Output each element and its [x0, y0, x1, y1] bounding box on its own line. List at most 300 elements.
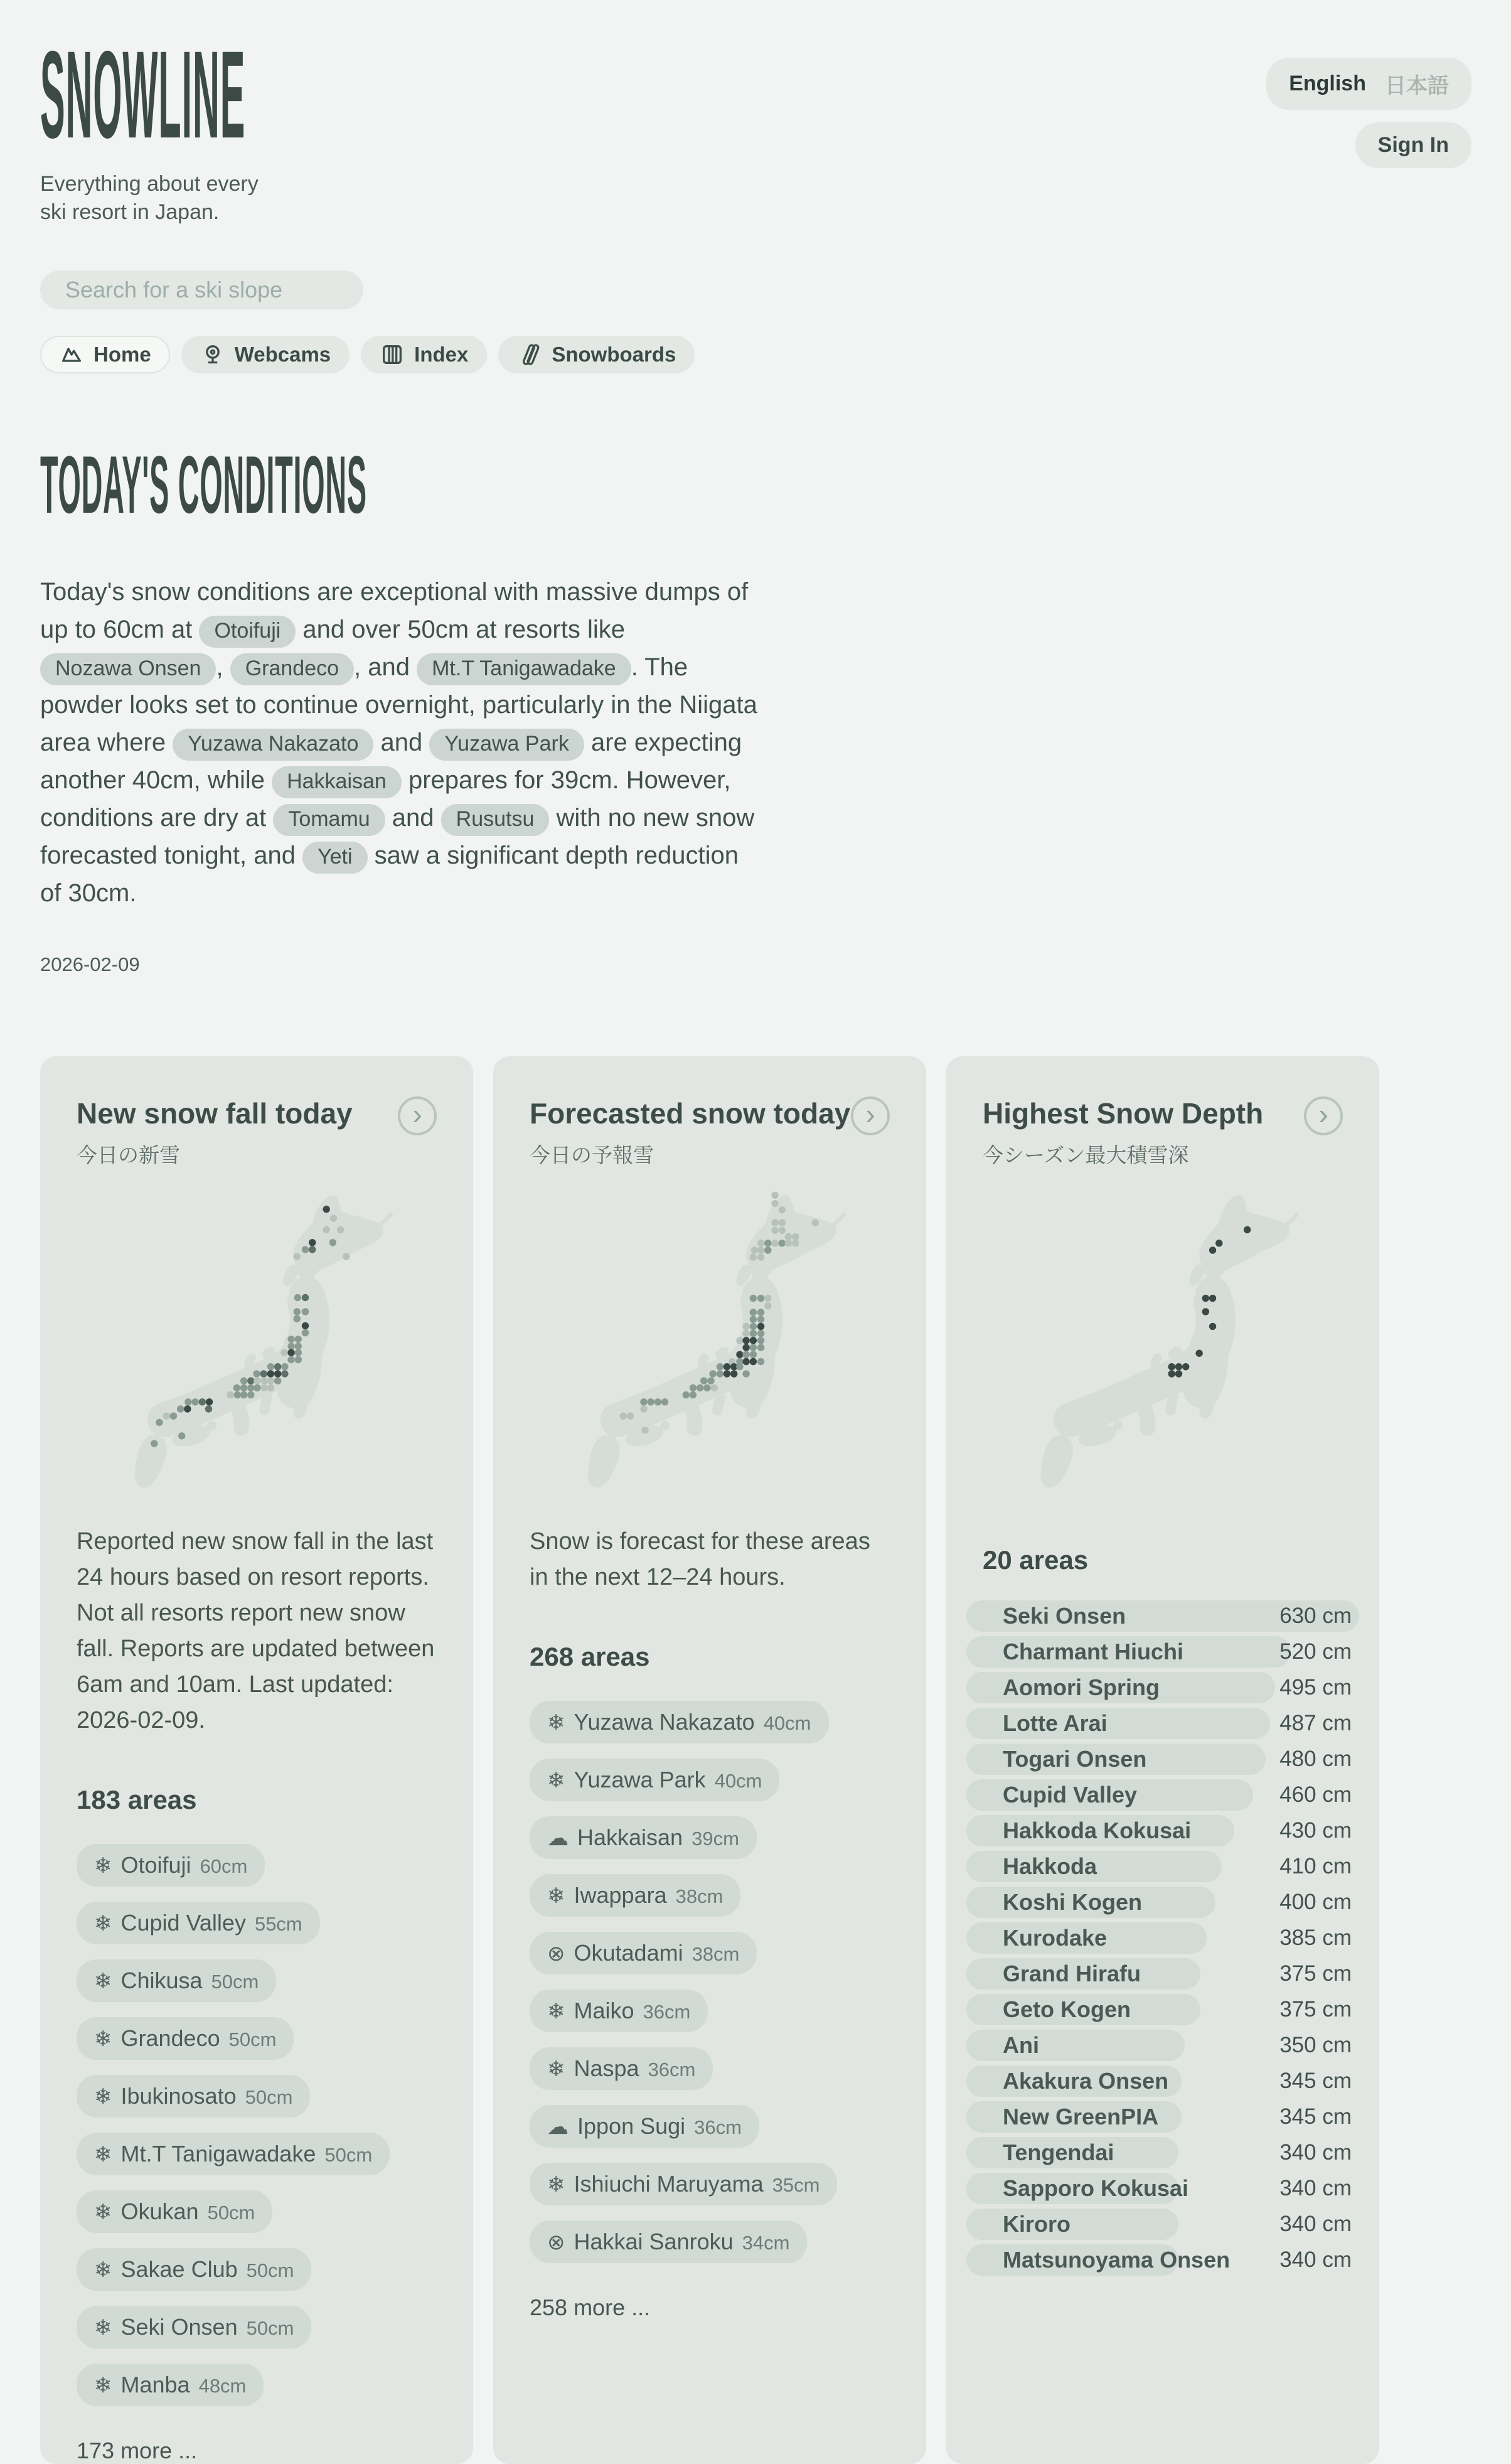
card-description: Snow is forecast for these areas in the next 12–24 hours. [530, 1528, 870, 1590]
areas-count: 183 areas [77, 1784, 197, 1814]
resort-chip[interactable] [77, 2075, 310, 2118]
resort-dot [750, 1295, 757, 1302]
nav-label: Home [93, 342, 151, 366]
inline-resort-chip[interactable]: Yeti [302, 842, 367, 874]
depth-row[interactable] [966, 1672, 1359, 1703]
resort-dot [294, 1308, 301, 1315]
resort-dot [779, 1219, 786, 1226]
resort-dot [742, 1330, 749, 1337]
mountain-icon [59, 342, 84, 367]
resort-chip[interactable] [77, 2133, 390, 2175]
depth-value: 410 cm [1279, 1853, 1352, 1878]
chip-snow-value: 50cm [228, 2028, 277, 2050]
depth-value: 340 cm [1279, 2140, 1352, 2165]
nav-item-index[interactable] [361, 336, 487, 373]
resort-dot [240, 1377, 247, 1384]
resort-dot [697, 1384, 703, 1391]
chip-resort-name: Chikusa [120, 1967, 203, 1993]
resort-dot [736, 1337, 743, 1344]
resort-chip[interactable] [77, 1959, 276, 2002]
resort-dot [287, 1356, 294, 1363]
resort-dot [757, 1322, 764, 1329]
snowflake-icon: ❄ [94, 2084, 112, 2109]
resort-chip[interactable] [530, 1816, 757, 1859]
inline-resort-chip[interactable]: Yuzawa Park [429, 729, 584, 761]
resort-chip[interactable] [77, 2017, 294, 2060]
resort-dot [1215, 1240, 1222, 1246]
resort-dot [1209, 1322, 1216, 1329]
search-bar[interactable] [40, 271, 363, 309]
resort-dot [267, 1370, 274, 1377]
nav-label: Index [414, 342, 469, 366]
resort-dot [757, 1358, 764, 1365]
resort-chip[interactable] [530, 1990, 708, 2032]
resort-dot [757, 1337, 764, 1344]
depth-row[interactable] [966, 2244, 1359, 2276]
resort-dot [742, 1370, 749, 1377]
depth-row[interactable] [966, 1636, 1359, 1668]
main-nav [40, 336, 1471, 373]
depth-bar [966, 2209, 1178, 2240]
depth-value: 340 cm [1279, 2175, 1352, 2200]
resort-dot [757, 1246, 764, 1253]
resort-dot [184, 1398, 191, 1405]
chevron-right-icon: › [412, 1097, 422, 1130]
card-highest-snow-depth [946, 1056, 1379, 2464]
resort-chip[interactable] [530, 1874, 740, 1917]
depth-row[interactable] [966, 1887, 1359, 1918]
resort-chip[interactable] [530, 2220, 807, 2263]
depth-resort-name: New GreenPIA [1003, 2103, 1159, 2129]
resort-dot [640, 1405, 647, 1412]
resort-dot [750, 1344, 757, 1351]
snowflake-icon: ❄ [94, 2315, 112, 2340]
resort-dot [690, 1391, 697, 1398]
resort-dot [764, 1246, 771, 1253]
nav-item-webcams[interactable] [181, 336, 350, 373]
language-option-english[interactable]: English [1289, 72, 1366, 95]
resort-dot [295, 1342, 302, 1349]
depth-resort-name: Akakura Onsen [1003, 2067, 1169, 2094]
snowflake-icon: ❄ [94, 1853, 112, 1878]
resort-dot [343, 1253, 350, 1260]
nav-item-home[interactable] [40, 336, 170, 373]
resort-chip[interactable] [77, 2306, 311, 2349]
resort-dot [730, 1370, 737, 1377]
depth-row[interactable] [966, 1600, 1359, 1632]
resort-dot [294, 1253, 301, 1260]
more-link[interactable]: 258 more ... [530, 2294, 651, 2320]
depth-resort-name: Kurodake [1003, 1924, 1108, 1951]
resort-dot [785, 1240, 792, 1246]
resort-chip[interactable] [530, 1701, 829, 1744]
resort-chip[interactable] [77, 2190, 272, 2233]
nav-label: Snowboards [552, 342, 676, 366]
depth-row[interactable] [966, 2101, 1359, 2133]
resort-chip[interactable] [77, 2364, 264, 2406]
resort-dot [750, 1322, 757, 1329]
chip-resort-name: Maiko [574, 1997, 634, 2023]
snowflake-icon: ❄ [547, 1768, 565, 1792]
chip-snow-value: 36cm [694, 2116, 742, 2138]
chip-resort-name: Okutadami [574, 1939, 683, 1966]
areas-count: 20 areas [983, 1545, 1089, 1575]
resort-dot [178, 1432, 185, 1439]
resort-dot [757, 1295, 764, 1302]
snowflake-icon: ❄ [94, 2200, 112, 2224]
depth-resort-name: Sapporo Kokusai [1003, 2175, 1189, 2201]
resort-dot [253, 1370, 260, 1377]
chip-resort-name: Yuzawa Nakazato [574, 1708, 755, 1735]
resort-dot [184, 1405, 191, 1412]
resort-dot [1209, 1295, 1216, 1302]
resort-chip[interactable] [530, 1759, 779, 1801]
card-title: Highest Snow Depth [983, 1096, 1264, 1130]
resort-dot [234, 1391, 241, 1398]
language-switcher[interactable] [1266, 58, 1471, 110]
resort-dot [703, 1384, 710, 1391]
depth-value: 487 cm [1279, 1710, 1352, 1735]
resort-dot [1209, 1246, 1216, 1253]
resort-dot [337, 1226, 344, 1233]
card-open-button[interactable] [851, 1096, 890, 1135]
resort-dot [302, 1246, 309, 1253]
resort-dot [710, 1384, 717, 1391]
card-forecasted-snow [493, 1056, 926, 2464]
chip-snow-value: 36cm [643, 2000, 691, 2023]
chip-snow-value: 40cm [714, 1769, 762, 1792]
resort-dot [700, 1377, 707, 1384]
resort-dot [750, 1351, 757, 1358]
chip-resort-name: Otoifuji [120, 1851, 191, 1878]
resort-dot [287, 1342, 294, 1349]
depth-bar [966, 2030, 1185, 2061]
nav-label: Webcams [234, 342, 331, 366]
depth-resort-name: Lotte Arai [1003, 1710, 1108, 1736]
snowflake-icon: ❄ [94, 2258, 112, 2282]
resort-dot [757, 1315, 764, 1322]
resort-dot [750, 1315, 757, 1322]
index-icon [380, 342, 405, 367]
chip-snow-value: 50cm [211, 1970, 259, 1993]
resort-dot [302, 1308, 309, 1315]
resort-dot [750, 1253, 757, 1260]
resort-dot [1168, 1363, 1175, 1370]
chip-snow-value: 55cm [254, 1912, 302, 1935]
resort-dot [757, 1344, 764, 1351]
resort-dot [779, 1226, 786, 1233]
chip-resort-name: Yuzawa Park [574, 1766, 706, 1792]
resort-dot [742, 1337, 749, 1344]
depth-resort-name: Grand Hirafu [1003, 1960, 1141, 1986]
japan-map-new-snow [81, 1185, 432, 1505]
depth-resort-name: Kiroro [1003, 2210, 1071, 2237]
resort-dot [717, 1370, 723, 1377]
resort-dot [771, 1200, 778, 1207]
conditions-date: 2026-02-09 [40, 953, 140, 975]
inline-resort-chip[interactable]: Hakkaisan [272, 766, 402, 798]
resort-dot [627, 1412, 634, 1419]
chip-snow-value: 50cm [246, 2317, 294, 2339]
chip-snow-value: 40cm [763, 1711, 811, 1734]
chevron-right-icon: › [865, 1097, 875, 1130]
chip-resort-name: Mt.T Tanigawadake [120, 2140, 316, 2167]
resort-dot [302, 1329, 309, 1336]
nav-item-snowboards[interactable] [498, 336, 695, 373]
resort-dot [690, 1384, 697, 1391]
depth-row[interactable] [966, 1708, 1359, 1739]
card-open-button[interactable] [398, 1096, 437, 1135]
chip-resort-name: Sakae Club [120, 2256, 238, 2282]
resort-dot [641, 1427, 648, 1433]
resort-dot [329, 1239, 336, 1246]
webcam-icon [200, 342, 225, 367]
depth-value: 350 cm [1279, 2032, 1352, 2057]
resort-dot [177, 1405, 184, 1412]
resort-dot [302, 1294, 309, 1301]
resort-dot [785, 1233, 792, 1240]
resort-chip[interactable] [77, 1902, 320, 1944]
resort-dot [779, 1240, 786, 1246]
resort-dot [1168, 1370, 1175, 1377]
depth-row[interactable] [966, 2030, 1359, 2061]
inline-resort-chip[interactable]: Rusutsu [441, 804, 550, 836]
app-logo: SNOWLINE [40, 25, 246, 164]
resort-dot [1175, 1370, 1182, 1377]
chip-snow-value: 48cm [198, 2374, 247, 2397]
sign-in-button[interactable]: Sign In [1355, 122, 1471, 168]
cards-grid [40, 1056, 1511, 2463]
card-subtitle-jp: 今シーズン最大積雪深 [983, 1143, 1189, 1167]
resort-chip[interactable] [530, 2047, 713, 2090]
inline-resort-chip[interactable]: Grandeco [230, 653, 354, 685]
depth-value: 520 cm [1279, 1639, 1352, 1664]
resort-dot [1244, 1226, 1251, 1233]
inline-resort-chip[interactable]: Yuzawa Nakazato [173, 729, 373, 761]
resort-chip[interactable] [530, 1932, 757, 1974]
resort-dot [764, 1240, 771, 1246]
snowflake-icon: ❄ [94, 2027, 112, 2051]
resort-dot [227, 1391, 233, 1398]
chip-snow-value: 50cm [207, 2201, 255, 2224]
resort-dot [240, 1384, 247, 1391]
resort-dot [191, 1398, 198, 1405]
depth-row[interactable] [966, 2137, 1359, 2168]
resort-dot [254, 1384, 260, 1391]
snowflake-icon: ❄ [547, 1710, 565, 1735]
depth-resort-name: Ani [1003, 2032, 1039, 2058]
resort-chip[interactable] [530, 2163, 837, 2205]
resort-dot [742, 1344, 749, 1351]
depth-resort-name: Matsunoyama Onsen [1003, 2246, 1231, 2273]
chevron-right-icon: › [1318, 1097, 1328, 1130]
depth-row[interactable] [966, 2173, 1359, 2204]
card-new-snow-fall [40, 1056, 473, 2464]
chip-snow-value: 36cm [648, 2058, 696, 2081]
depth-value: 340 cm [1279, 2247, 1352, 2272]
resort-dot [723, 1363, 730, 1370]
depth-resort-name: Hakkoda [1003, 1853, 1097, 1879]
depth-row[interactable] [966, 1851, 1359, 1882]
resort-dot [205, 1405, 212, 1412]
depth-value: 430 cm [1279, 1818, 1352, 1843]
depth-value: 400 cm [1279, 1889, 1352, 1914]
chip-snow-value: 50cm [324, 2143, 373, 2166]
depth-row[interactable] [966, 1922, 1359, 1954]
resort-dot [274, 1377, 281, 1384]
resort-dot [750, 1330, 757, 1337]
depth-row[interactable] [966, 1958, 1359, 1990]
depth-row[interactable] [966, 2065, 1359, 2097]
chip-snow-value: 50cm [245, 2086, 293, 2108]
chip-resort-name: Naspa [574, 2055, 639, 2081]
depth-value: 345 cm [1279, 2104, 1352, 2129]
chip-resort-name: Manba [120, 2371, 190, 2397]
snowflake-icon: ❄ [94, 1911, 112, 1936]
resort-dot [247, 1384, 254, 1391]
resort-dot [640, 1398, 647, 1405]
inline-resort-chip[interactable]: Otoifuji [199, 616, 296, 648]
resort-dot [812, 1219, 819, 1226]
resort-dot [1202, 1308, 1209, 1315]
snow-cloud-icon: ☁ [547, 2114, 569, 2139]
depth-row[interactable] [966, 1744, 1359, 1775]
resort-chip[interactable] [77, 2248, 311, 2291]
resort-dot [267, 1363, 274, 1370]
chip-snow-value: 60cm [200, 1855, 248, 1877]
depth-value: 495 cm [1279, 1674, 1352, 1700]
resort-dot [736, 1363, 743, 1370]
language-option-japanese[interactable]: 日本語 [1385, 74, 1449, 98]
resort-dot [750, 1337, 757, 1344]
resort-dot [323, 1206, 329, 1213]
depth-resort-name: Aomori Spring [1003, 1674, 1160, 1700]
resort-dot [620, 1412, 627, 1419]
resort-dot [757, 1309, 764, 1315]
resort-dot [757, 1240, 764, 1246]
resort-dot [764, 1302, 771, 1309]
depth-value: 375 cm [1279, 1961, 1352, 1986]
resort-dot [654, 1398, 661, 1405]
depth-value: 630 cm [1279, 1603, 1352, 1628]
areas-count: 268 areas [530, 1641, 650, 1671]
no-snow-icon: ⊗ [547, 1941, 565, 1966]
resort-dot [295, 1336, 302, 1342]
more-link[interactable]: 173 more ... [77, 2437, 198, 2463]
inline-resort-chip[interactable]: Tomamu [273, 804, 385, 836]
resort-dot [330, 1214, 337, 1221]
resort-dot [287, 1349, 294, 1356]
resort-dot [792, 1233, 799, 1240]
resort-dot [261, 1384, 268, 1391]
chip-resort-name: Ippon Sugi [577, 2113, 686, 2139]
chip-snow-value: 34cm [742, 2231, 790, 2254]
inline-resort-chip[interactable]: Mt.T Tanigawadake [417, 653, 631, 685]
resort-dot [742, 1351, 749, 1358]
resort-dot [206, 1398, 213, 1405]
resort-dot [240, 1391, 247, 1398]
depth-row[interactable] [966, 1779, 1359, 1811]
resort-dot [233, 1384, 240, 1391]
resort-dot [156, 1418, 163, 1425]
card-title: New snow fall today [77, 1096, 353, 1130]
resort-dot [323, 1226, 329, 1233]
resort-dot [309, 1246, 316, 1253]
chip-snow-value: 38cm [691, 1942, 740, 1965]
resort-dot [771, 1240, 778, 1246]
depth-row[interactable] [966, 1815, 1359, 1846]
resort-dot [757, 1253, 764, 1260]
resort-dot [280, 1349, 287, 1356]
resort-dot [751, 1246, 758, 1253]
depth-row[interactable] [966, 1994, 1359, 2025]
depth-resort-name: Geto Kogen [1003, 1996, 1131, 2022]
chip-resort-name: Hakkai Sanroku [574, 2228, 734, 2254]
resort-dot [267, 1377, 274, 1384]
resort-dot [281, 1363, 288, 1370]
card-open-button[interactable] [1304, 1096, 1343, 1135]
chip-resort-name: Cupid Valley [120, 1909, 246, 1936]
resort-dot [742, 1322, 749, 1329]
snowflake-icon: ❄ [94, 2373, 112, 2397]
resort-dot [661, 1398, 668, 1405]
resort-dot [792, 1240, 799, 1246]
depth-value: 460 cm [1279, 1782, 1352, 1807]
chip-snow-value: 35cm [772, 2173, 820, 2196]
resort-dot [294, 1294, 301, 1301]
chip-snow-value: 50cm [246, 2259, 294, 2281]
resort-dot [1202, 1295, 1209, 1302]
depth-value: 345 cm [1279, 2068, 1352, 2093]
snowflake-icon: ❄ [547, 1999, 565, 2023]
resort-dot [736, 1351, 743, 1358]
depth-bar-list [966, 1600, 1359, 2276]
resort-dot [151, 1440, 158, 1447]
resort-dot [647, 1398, 654, 1405]
depth-resort-name: Cupid Valley [1003, 1781, 1138, 1808]
resort-dot [771, 1226, 778, 1233]
depth-resort-name: Koshi Kogen [1003, 1888, 1142, 1915]
depth-row[interactable] [966, 2209, 1359, 2240]
chip-resort-name: Seki Onsen [120, 2313, 238, 2340]
resort-dot [260, 1370, 267, 1377]
resort-dot [274, 1363, 281, 1370]
snowflake-icon: ❄ [547, 2057, 565, 2081]
depth-value: 340 cm [1279, 2211, 1352, 2236]
resort-dot [750, 1358, 757, 1365]
search-input[interactable] [65, 277, 357, 303]
resort-dot [163, 1412, 169, 1419]
resort-dot [707, 1377, 714, 1384]
card-title: Forecasted snow today [530, 1096, 851, 1130]
snowflake-icon: ❄ [547, 2172, 565, 2197]
resort-dot [683, 1391, 690, 1398]
inline-resort-chip[interactable]: Nozawa Onsen [40, 653, 216, 685]
snowflake-icon: ❄ [94, 1969, 112, 1993]
chip-resort-name: Ibukinosato [120, 2082, 237, 2109]
resort-chip[interactable] [530, 2105, 759, 2148]
resort-dot [267, 1384, 274, 1391]
depth-resort-name: Tengendai [1003, 2139, 1114, 2165]
resort-chip[interactable] [77, 1844, 265, 1887]
resort-dot [750, 1309, 757, 1315]
no-snow-icon: ⊗ [547, 2230, 565, 2254]
top-actions [1266, 58, 1471, 168]
card-subtitle-jp: 今日の新雪 [77, 1143, 180, 1167]
resort-dot [281, 1370, 288, 1377]
conditions-summary: Today's snow conditions are exceptional with massive dumps of up to 60cm at Otoifuji and over 50cm at resorts like Nozawa Onsen , Grandeco , and Mt.T Tanigawadake . The powder looks set to continue overnight, particularly in the Niigata area where Yuzawa Nakazato and Yuzawa Park are expecting another 40cm, while Hakkaisan prepares for 39cm. However, conditions are dry at Tomamu and Rusutsu with no new snow forecasted tonight, and Yeti saw a significant depth reduction of 30cm. [40, 577, 757, 907]
page-title: TODAY'S CONDITIONS [40, 438, 367, 530]
